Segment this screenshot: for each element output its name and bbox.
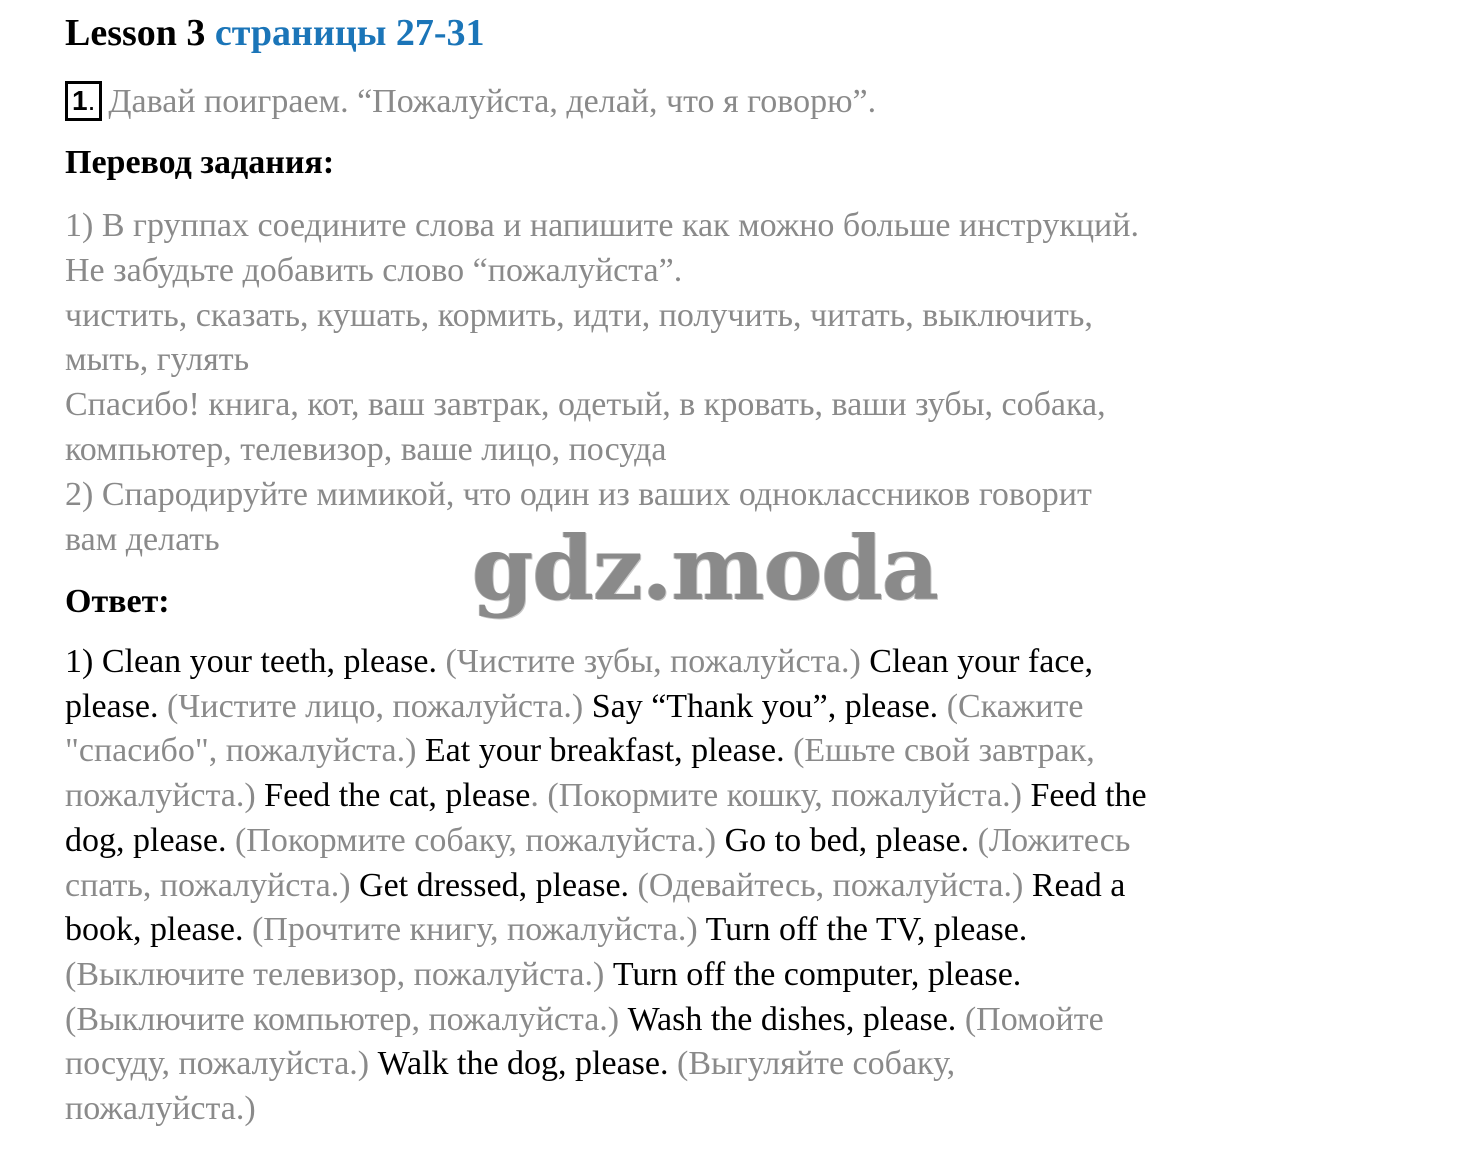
answer-russian-translation: (Прочтите книгу, пожалуйста.): [251, 911, 706, 949]
answer-english-text: please.: [65, 687, 167, 725]
answer-russian-translation: (Одевайтесь, пожалуйста.): [637, 866, 1032, 904]
answer-english-text: Turn off the computer, please.: [612, 955, 1022, 993]
answer-english-text: dog, please.: [65, 821, 235, 859]
translation-line: 1) В группах соедините слова и напишите как можно больше инструкций.: [65, 207, 1139, 244]
answer-line: [65, 729, 1365, 774]
answer-english-text: Clean your face,: [869, 643, 1094, 680]
lesson-label: Lesson 3: [65, 12, 206, 54]
answer-russian-translation: (Помойте: [964, 1000, 1104, 1038]
answer-russian-translation: (Скажите: [946, 687, 1084, 725]
answer-english-text: Read a: [1031, 866, 1126, 904]
answer-line: [65, 1087, 1365, 1132]
translation-line: 2) Спародируйте мимикой, что один из ваших одноклассников говорит: [65, 475, 1092, 513]
answer-english-text: Feed the cat, please: [264, 777, 531, 815]
answer-line: [65, 640, 1365, 685]
answer-line: [65, 774, 1365, 819]
translation-line: мыть, гулять: [65, 341, 250, 379]
answer-line: [65, 1042, 1365, 1087]
answer-english-text: Wash the dishes, please.: [627, 1000, 965, 1038]
answer-russian-translation: (Покормите собаку, пожалуйста.): [234, 821, 725, 859]
answer-russian-translation: (Выключите компьютер, пожалуйста.): [65, 1000, 628, 1038]
translation-line: компьютер, телевизор, ваше лицо, посуда: [65, 430, 667, 468]
answer-russian-translation: (Ложитесь: [977, 821, 1131, 859]
answer-line: [65, 908, 1365, 953]
translation-text: [65, 204, 1355, 562]
answer-russian-translation: (Выключите телевизор, пожалуйста.): [65, 955, 613, 993]
pages-label: страницы 27-31: [214, 12, 485, 54]
answer-russian-translation: пожалуйста.): [65, 777, 265, 815]
answer-line: [65, 819, 1365, 864]
answer-russian-translation: "спасибо", пожалуйста.): [65, 732, 425, 770]
answer-russian-translation: (Выгуляйте собаку,: [677, 1045, 956, 1083]
watermark-logo: gdz.moda: [472, 516, 939, 620]
task-number-box: [65, 81, 102, 121]
task-number: 1: [72, 85, 88, 116]
answer-russian-translation: (Чистите лицо, пожалуйста.): [166, 687, 592, 725]
answer-russian-translation: (Чистите зубы, пожалуйста.): [445, 643, 870, 680]
task-text: Давай поиграем. “Пожалуйста, делай, что я говорю”.: [108, 83, 877, 120]
answer-english-text: Feed the: [1030, 777, 1147, 815]
answer-russian-translation: пожалуйста.): [65, 1090, 256, 1128]
answer-line: [65, 864, 1365, 909]
answer-english-text: book, please.: [65, 911, 252, 949]
answer-line: [65, 685, 1365, 730]
answer-line: [65, 998, 1365, 1043]
answer-line: [65, 953, 1365, 998]
answer-english-text: Eat your breakfast, please.: [424, 732, 794, 770]
answer-russian-translation: посуду, пожалуйста.): [65, 1045, 378, 1083]
answer-english-text: Turn off the TV, please.: [705, 911, 1028, 949]
answer-heading: Ответ:: [65, 583, 170, 620]
answer-russian-translation: спать, пожалуйста.): [65, 866, 360, 904]
answer-english-text: 1) Clean your teeth, please.: [65, 643, 446, 680]
translation-line: Не забудьте добавить слово “пожалуйста”.: [65, 251, 683, 289]
translation-heading: Перевод задания:: [65, 144, 335, 181]
translation-line: чистить, сказать, кушать, кормить, идти, получить, читать, выключить,: [65, 296, 1093, 334]
answer-english-text: Go to bed, please.: [724, 821, 978, 859]
answer-text: [65, 640, 1365, 1132]
translation-line: вам делать: [65, 520, 220, 558]
answer-english-text: Walk the dog, please.: [377, 1045, 678, 1083]
task-number-dot: .: [87, 85, 96, 116]
answer-russian-translation: (Ешьте свой завтрак,: [793, 732, 1095, 770]
task-statement: [65, 80, 876, 124]
translation-line: Спасибо! книга, кот, ваш завтрак, одетый, в кровать, ваши зубы, собака,: [65, 386, 1106, 424]
page-title: [65, 10, 485, 56]
answer-english-text: Get dressed, please.: [359, 866, 638, 904]
answer-russian-translation: . (Покормите кошку, пожалуйста.): [530, 777, 1031, 815]
answer-english-text: Say “Thank you”, please.: [591, 687, 947, 725]
